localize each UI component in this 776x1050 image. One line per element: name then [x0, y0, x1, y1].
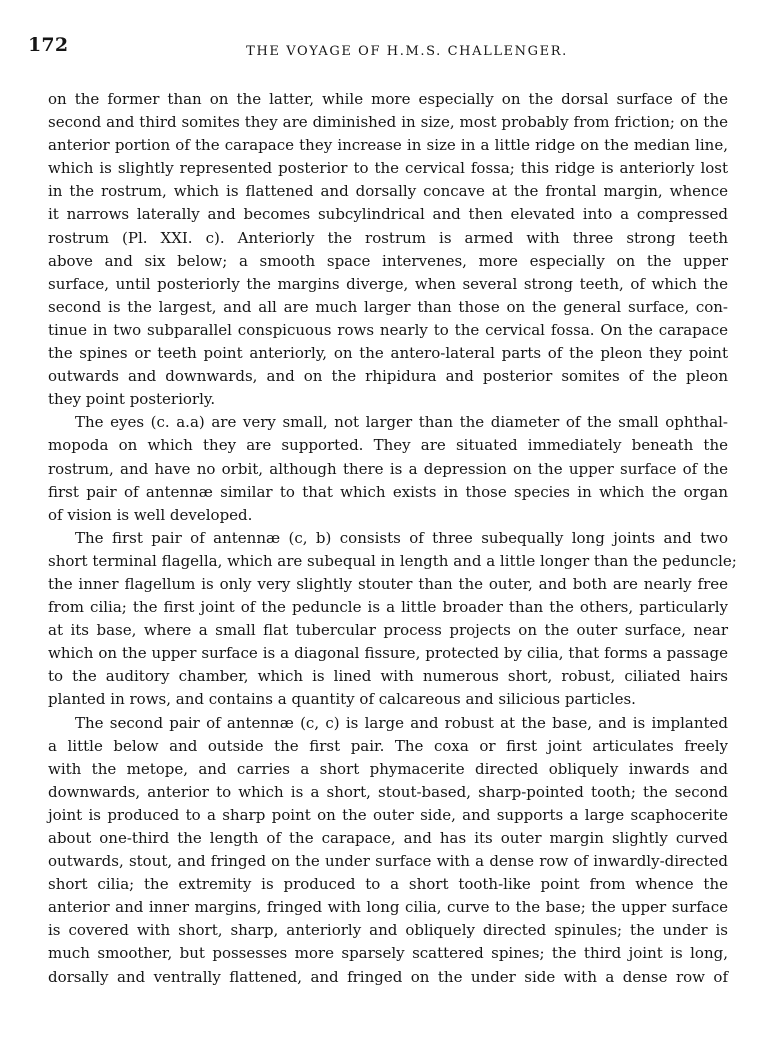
text-line: anterior portion of the carapace they increase in size in a little ridge on the median line,: [48, 136, 728, 155]
text-line: short cilia; the extremity is produced to a short tooth-like point from whence the: [48, 875, 728, 894]
text-line: at its base, where a small flat tubercular process projects on the outer surface, near: [48, 621, 728, 640]
paragraph-start-line: The first pair of antennæ (c, b) consists of three subequally long joints and two: [75, 528, 728, 547]
paragraph-end-line: planted in rows, and contains a quantity of calcareous and silicious particles.: [48, 690, 636, 709]
text-line: much smoother, but possesses more sparsely scattered spines; the third joint is long,: [48, 944, 728, 963]
page-number: 172: [28, 34, 69, 56]
text-line: downwards, anterior to which is a short, stout-based, sharp-pointed tooth; the second: [48, 782, 728, 801]
text-line: outwards and downwards, and on the rhipidura and posterior somites of the pleon: [48, 367, 728, 386]
paragraph-end-line: they point posteriorly.: [48, 390, 216, 409]
text-line: tinue in two subparallel conspicuous rows nearly to the cervical fossa. On the carapace: [48, 320, 728, 339]
paragraph-start-line: The eyes (c. a.a) are very small, not larger than the diameter of the small ophthal-: [75, 413, 728, 432]
text-line: second and third somites they are diminished in size, most probably from friction; on the: [48, 113, 728, 132]
text-line: with the metope, and carries a short phymacerite directed obliquely inwards and: [48, 759, 728, 778]
text-line: about one-third the length of the carapace, and has its outer margin slightly curved: [48, 829, 728, 847]
text-line: a little below and outside the first pair. The coxa or first joint articulates freely: [48, 736, 728, 755]
text-line: rostrum (Pl. XXI. c). Anteriorly the rostrum is armed with three strong teeth: [48, 228, 728, 247]
running-title: THE VOYAGE OF H.M.S. CHALLENGER.: [246, 44, 568, 59]
text-line: second is the largest, and all are much larger than those on the general surface, con-: [48, 297, 728, 316]
text-line: the inner flagellum is only very slightly stouter than the outer, and both are nearly free: [48, 574, 728, 593]
text-line: dorsally and ventrally flattened, and fringed on the under side with a dense row of: [48, 967, 728, 986]
text-line: it narrows laterally and becomes subcylindrical and then elevated into a compressed: [48, 205, 728, 224]
text-line: on the former than on the latter, while more especially on the dorsal surface of the: [48, 90, 728, 108]
text-line: the spines or teeth point anteriorly, on the antero-lateral parts of the pleon they point: [48, 344, 728, 363]
text-line: to the auditory chamber, which is lined with numerous short, robust, ciliated hairs: [48, 667, 728, 686]
text-line: which on the upper surface is a diagonal fissure, protected by cilia, that forms a passage: [48, 644, 728, 663]
text-line: outwards, stout, and fringed on the under surface with a dense row of inwardly-directed: [48, 852, 728, 871]
body-text: [48, 88, 737, 989]
text-line: joint is produced to a sharp point on the outer side, and supports a large scaphocerite: [48, 805, 728, 824]
page-header: [28, 34, 746, 64]
text-line: in the rostrum, which is flattened and dorsally concave at the frontal margin, whence: [48, 182, 728, 201]
text-line: anterior and inner margins, fringed with long cilia, curve to the base; the upper surface: [48, 898, 728, 917]
text-line: first pair of antennæ similar to that which exists in those species in which the organ: [48, 482, 728, 501]
text-line: surface, until posteriorly the margins diverge, when several strong teeth, of which the: [48, 274, 728, 293]
paragraph-start-line: The second pair of antennæ (c, c) is large and robust at the base, and is implanted: [75, 713, 728, 732]
text-line: from cilia; the first joint of the peduncle is a little broader than the others, particularly: [48, 598, 728, 617]
text-line: short terminal flagella, which are subequal in length and a little longer than the peduncle;: [48, 551, 737, 570]
text-line: which is slightly represented posterior to the cervical fossa; this ridge is anteriorly lost: [48, 159, 728, 178]
text-line: is covered with short, sharp, anteriorly and obliquely directed spinules; the under is: [48, 921, 728, 940]
text-line: above and six below; a smooth space intervenes, more especially on the upper: [48, 251, 728, 270]
text-line: mopoda on which they are supported. They are situated immediately beneath the: [48, 436, 728, 455]
text-line: rostrum, and have no orbit, although there is a depression on the upper surface of the: [48, 459, 728, 478]
paragraph-end-line: of vision is well developed.: [48, 505, 253, 524]
